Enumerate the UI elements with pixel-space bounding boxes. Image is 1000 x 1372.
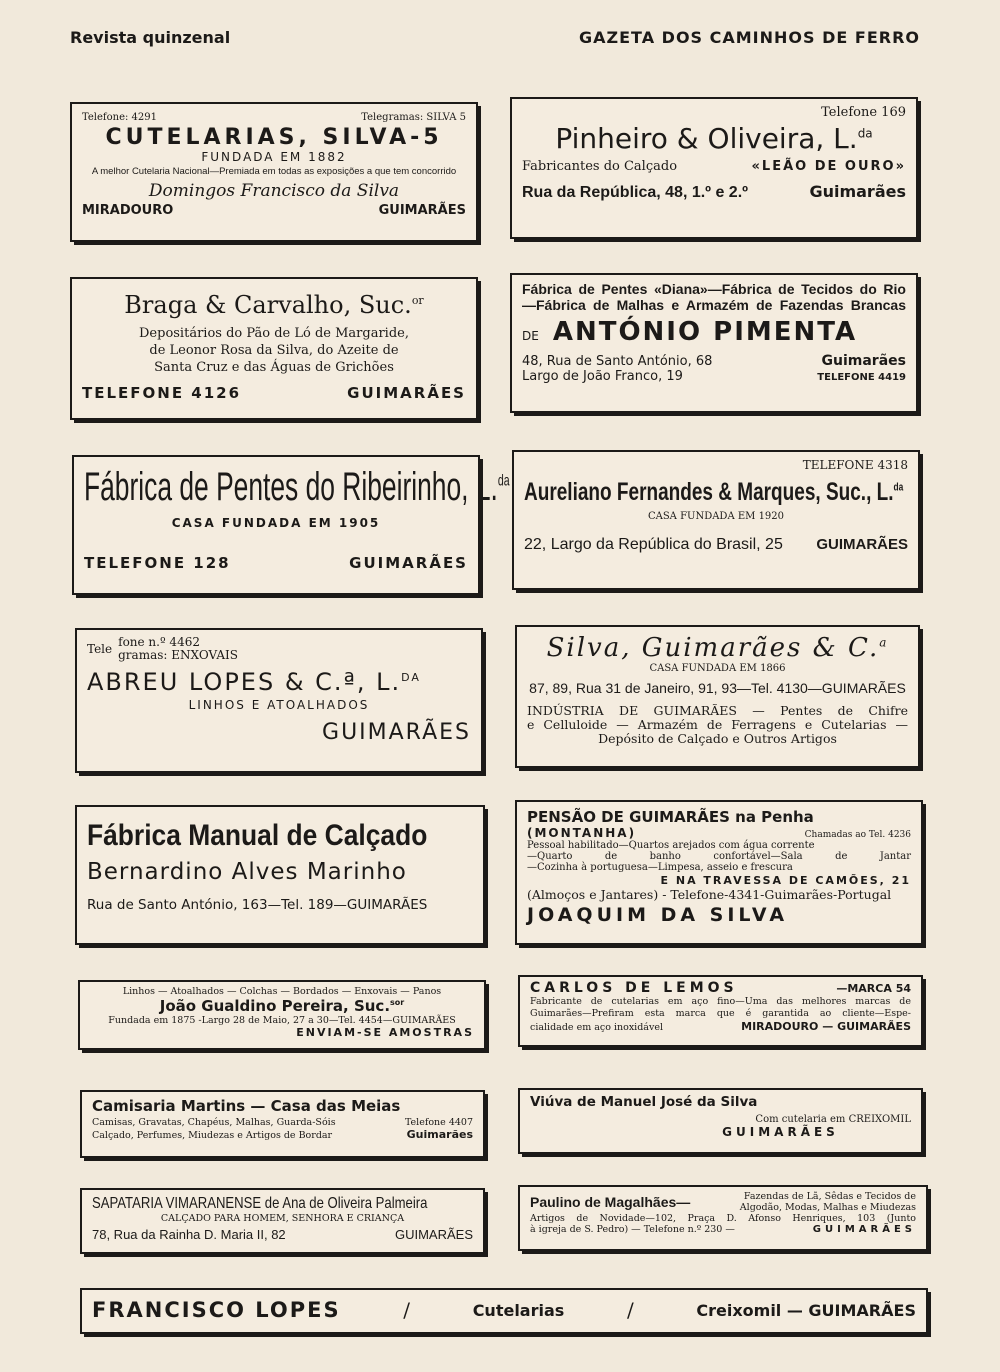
separator: /	[403, 1298, 411, 1322]
owner: Domingos Francisco da Silva	[148, 181, 400, 201]
line: e Celluloide — Armazém de Ferragens e Cutelarias —	[527, 717, 908, 732]
city: GUIMARÃES	[812, 1224, 916, 1235]
phone: fone n.º 4462	[118, 635, 200, 649]
telegram: gramas: ENXOVAIS	[118, 648, 238, 662]
ad-title: Aureliano Fernandes & Marques, Suc., L.	[524, 478, 894, 506]
owner: JOAQUIM DA SILVA	[527, 904, 789, 926]
suffix: a	[879, 635, 889, 650]
line: —Fábrica de Malhas e Armazém de Fazendas Brancas	[522, 297, 906, 313]
line: Depositários do Pão de Ló de Margaride,	[139, 326, 409, 341]
ad-title: ABREU LOPES & C.ª, L.	[87, 668, 402, 696]
city: GUIMARÃES	[837, 1020, 911, 1033]
brand: «LEÃO DE OURO»	[751, 159, 906, 174]
line: Camisas, Gravatas, Chapéus, Malhas, Guarda-Sóis	[92, 1117, 336, 1128]
owner: Bernardino Alves Marinho	[87, 859, 407, 885]
ad-title: ANTÓNIO PIMENTA	[552, 317, 858, 347]
line: Fundada em 1875 -Largo 28 de Maio, 27 a 30—Tel. 4454—GUIMARÃES	[108, 1015, 456, 1026]
street: MIRADOURO	[82, 203, 174, 218]
founded: CASA FUNDADA EM 1905	[171, 516, 381, 530]
address: Rua da República, 48, 1.º e 2.º	[522, 184, 748, 201]
founded: CASA FUNDADA EM 1920	[647, 511, 785, 522]
address: Rua de Santo António, 163—Tel. 189—GUIMARÃES	[87, 897, 428, 913]
line: —Quarto de banho confortável—Sala de Jantar	[527, 851, 911, 862]
ad-aureliano	[512, 450, 920, 590]
address: 78, Rua da Rainha D. Maria II, 82	[92, 1227, 286, 1242]
phone: TELEFONE 4419	[817, 372, 906, 383]
tele: Tele	[87, 642, 113, 656]
header-right: GAZETA DOS CAMINHOS DE FERRO	[578, 28, 920, 47]
phone: TELEFONE 4318	[802, 458, 908, 472]
line: Algodão, Modas, Malhas e Miudezas	[739, 1202, 916, 1213]
suffix: DA	[401, 671, 421, 684]
city: GUIMARÃES	[816, 536, 908, 553]
line: INDÚSTRIA DE GUIMARÃES — Pentes de Chifre	[527, 703, 908, 718]
ad-title: PENSÃO DE GUIMARÃES na Penha	[527, 808, 814, 826]
line: Guimarães—Prefiram esta marca que é garantida ao cliente—Espe-	[530, 1008, 911, 1019]
line: Artigos de Novidade—102, Praça D. Afonso Henriques, 103 (Junto	[530, 1213, 916, 1224]
de: DE	[522, 329, 539, 343]
line: ENVIAM-SE AMOSTRAS	[296, 1026, 474, 1039]
subtitle: (MONTANHA)	[527, 826, 637, 840]
line: Fazendas de Lã, Sêdas e Tecidos de	[743, 1191, 916, 1202]
phone: Telefone 169	[821, 105, 906, 120]
founded: CASA FUNDADA EM 1866	[649, 663, 786, 674]
ad-gualdino	[78, 980, 486, 1050]
ad-title-2: Casa das Meias	[270, 1097, 401, 1115]
ad-title: João Gualdino Pereira, Suc.	[159, 997, 391, 1015]
desc: Fabricantes do Calçado	[522, 159, 678, 174]
street: MIRADOURO	[741, 1020, 819, 1033]
ad-ribeirinho	[72, 455, 510, 595]
city: Guimarães	[809, 182, 906, 201]
address: 22, Largo da República do Brasil, 25	[524, 536, 783, 553]
city: GUIMARÃES	[349, 554, 468, 572]
ad-pinheiro	[510, 97, 918, 239]
phone: Telefone: 4291	[82, 112, 158, 123]
ad-title: Braga & Carvalho, Suc.	[124, 291, 412, 319]
city: Guimarães	[821, 353, 906, 369]
ad-viuva	[518, 1088, 923, 1154]
header-left: Revista quinzenal	[70, 28, 231, 47]
desc: LINHOS E ATOALHADOS	[188, 698, 370, 712]
desc: CALÇADO PARA HOMEM, SENHORA E CRIANÇA	[160, 1213, 405, 1224]
tagline: A melhor Cutelaria Nacional—Premiada em todas as exposições a que tem concorrido	[91, 166, 457, 177]
ad-lemos: CARLOS DE LEMOS —MARCA 54 Fabricante de cutelarias em aço fino—Uma das melhores marcas de Guimarães—Prefiram esta marca que é garantida ao cliente—Espe- cialidade em aço inoxidável MIRADOURO — GUIMARÃES	[518, 975, 923, 1047]
line: de Leonor Rosa da Silva, do Azeite de	[149, 343, 399, 358]
city: Guimarães	[406, 1128, 473, 1141]
ad-paulino	[518, 1185, 928, 1251]
phone: TELEFONE 4126	[82, 384, 242, 402]
line: Santa Cruz e das Águas de Grichões	[154, 360, 394, 375]
address: Largo de João Franco, 19	[522, 369, 683, 384]
suffix: da	[497, 472, 510, 490]
ad-title: CUTELARIAS, SILVA-5	[105, 125, 443, 150]
city: GUIMARÃES	[322, 720, 471, 745]
line: Pessoal habilitado—Quartos arejados com água corrente	[527, 840, 815, 851]
line: Calçado, Perfumes, Miudezas e Artigos de Bordar	[92, 1130, 333, 1141]
phone: Telefone 4407	[404, 1117, 473, 1128]
separator: /	[626, 1298, 634, 1322]
line: Fábrica de Pentes «Diana»—Fábrica de Tecidos do Rio	[522, 281, 906, 297]
ad-camisaria: Camisaria Martins — Casa das Meias Camisas, Gravatas, Chapéus, Malhas, Guarda-Sóis Telefone 4407 Calçado, Perfumes, Miudezas e Artigos de Bordar Guimarães	[80, 1090, 485, 1158]
place: Creixomil — GUIMARÃES	[696, 1300, 916, 1320]
line: —Cozinha à portuguesa—Limpesa, asseio e frescura	[527, 862, 793, 873]
telegram: Telegramas: SILVA 5	[361, 112, 466, 123]
suffix: da	[893, 481, 904, 494]
city: GUIMARÃES	[378, 203, 466, 218]
line: E NA TRAVESSA DE CAMÕES, 21	[660, 874, 911, 887]
ad-braga	[70, 277, 478, 420]
line: Fabricante de cutelarias em aço fino—Uma das melhores marcas de	[530, 996, 911, 1007]
line: Depósito de Calçado e Outros Artigos	[598, 731, 837, 746]
ad-title: Camisaria Martins	[92, 1097, 246, 1115]
ad-title: FRANCISCO LOPES	[92, 1298, 341, 1322]
city: GUIMARÃES	[347, 384, 466, 402]
line: Linhos — Atoalhados — Colchas — Bordados — Enxovais — Panos	[122, 986, 442, 997]
address: 87, 89, Rua 31 de Janeiro, 91, 93—Tel. 4130—GUIMARÃES	[529, 680, 906, 696]
line: Com cutelaria em CREIXOMIL	[755, 1114, 911, 1125]
calls: Chamadas ao Tel. 4236	[804, 830, 911, 840]
ad-abreu	[75, 628, 483, 773]
address: 48, Rua de Santo António, 68	[522, 354, 713, 369]
city: GUIMARÃES	[722, 1125, 839, 1139]
ad-title: Paulino de Magalhães—	[530, 1194, 691, 1210]
ad-title: Viúva de Manuel José da Silva	[530, 1094, 758, 1110]
ad-title: CARLOS DE LEMOS	[530, 980, 738, 996]
ad-fabrica-manual	[75, 805, 485, 945]
city: GUIMARÃES	[394, 1227, 473, 1242]
suffix: da	[857, 126, 873, 141]
ad-pimenta	[510, 273, 918, 413]
ad-title: SAPATARIA VIMARANENSE	[92, 1195, 262, 1212]
ad-sapataria	[80, 1188, 485, 1254]
mark: —MARCA 54	[836, 982, 911, 995]
ad-pensao	[515, 800, 923, 945]
ad-cutelarias	[70, 102, 478, 242]
trade: Cutelarias	[472, 1300, 565, 1320]
founded: FUNDADA EM 1882	[201, 150, 347, 164]
ad-title: Fábrica de Pentes do Ribeirinho, L.	[84, 465, 498, 509]
ad-silva-guimaraes	[515, 625, 920, 768]
ad-francisco	[80, 1288, 928, 1334]
ad-title: Fábrica Manual de Calçado	[87, 819, 428, 852]
ad-title: Pinheiro & Oliveira, L.	[555, 122, 858, 155]
ad-title: Silva, Guimarães & C.	[546, 633, 880, 663]
suffix: or	[411, 294, 424, 307]
line: cialidade em aço inoxidável	[530, 1022, 663, 1033]
phone: TELEFONE 128	[84, 554, 231, 572]
suffix: sor	[390, 998, 405, 1007]
owner: de Ana de Oliveira Palmeira	[264, 1195, 428, 1212]
line: (Almoços e Jantares) - Telefone-4341-Guimarães-Portugal	[527, 887, 892, 902]
line: à igreja de S. Pedro) — Telefone n.º 230 —	[530, 1224, 735, 1235]
